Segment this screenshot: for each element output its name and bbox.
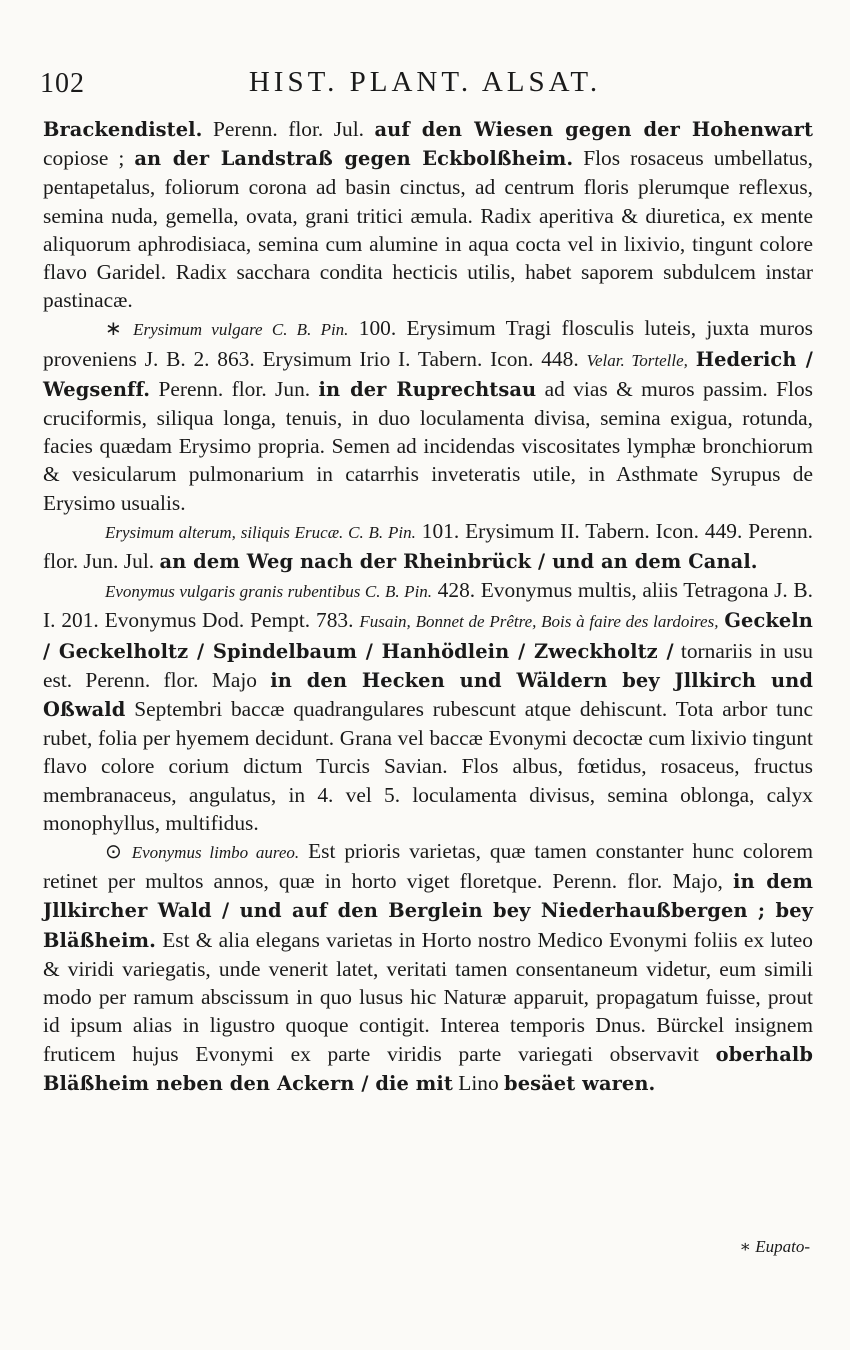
latin-text: 428. Evonymus multis, aliis Tetragona J. B. I. 201. Evonymus Dod. Pempt. 783. (43, 578, 813, 633)
german-text: oberhalb Bläßheim neben den Ackern / die mit (43, 1042, 813, 1095)
latin-text: Lino (452, 1070, 505, 1095)
german-text: an dem Weg nach der Rheinbrück / und an dem Canal. (159, 550, 758, 574)
catchword: ∗ Eupato- (739, 1237, 810, 1256)
latin-text: Flos rosaceus umbellatus, pentapetalus, foliorum corona ad basin cinctus, ad centrum floris plerumque reflexus, semina nuda, gemella, ovata, grani tritici æmula. Radix aperitiva & diuretica, ex mente aliquorum aphrodisiaca, semina cum alumine in aqua cocta vel in lixivio, tingunt colore flavo Garidel. Radix sacchara condita hecticis utilis, habet saporem subdulcem instar pastinacæ. (43, 146, 814, 313)
text-body (43, 115, 813, 1098)
latin-text: copiose ; (43, 146, 135, 171)
latin-text: 101. Erysimum II. Tabern. Icon. 449. Perenn. flor. Jun. Jul. (43, 518, 813, 574)
german-text: auf den Wiesen gegen der Hohenwart (374, 118, 814, 141)
latin-text: Perenn. flor. Jun. (150, 376, 319, 401)
entry-evonymus-limbo-aureo (43, 837, 813, 1098)
latin-text: Est & alia elegans varietas in Horto nostro Medico Evonymi foliis ex luteo & viridi variegatis, unde venerit latet, veritati tamen consentaneum videtur, eum simili modo per ramum abscissum in quo lusus hic Naturæ apparuit, propagatum fuisse, prout id ipsum alias in ligustro quoque contigit. Interea temporis Dnus. Bürckel insignem fruticem hujus Evonymi ex parte viridis parte variegati observavit (43, 927, 813, 1066)
italic-text: Evonymus vulgaris granis rubentibus C. B. Pin. (105, 582, 433, 602)
entry-erysimum-alterum (43, 517, 813, 576)
german-text: in den Hecken und Wäldern bey Jllkirch und Oßwald (43, 668, 813, 722)
italic-text: Erysimum alterum, siliquis Erucæ. C. B. Pin. (105, 522, 416, 542)
latin-text (688, 347, 696, 371)
page-number: 102 (40, 68, 85, 99)
german-text: Hederich / Wegsenff. (43, 347, 813, 401)
latin-text: ad vias & muros passim. Flos cruciformis, siliqua longa, tenuis, in duo loculamenta divisa, semina exigua, rotunda, facies quædam Erysimo propria. Semen ad incidendas viscositates lymphæ bronchiorum & vesicularum pulmonarium in catarrhis inveteratis utile, in Asthmate Syrupus de Erysimo usualis. (43, 376, 813, 515)
symbol-mark: ∗ (105, 316, 134, 341)
italic-text: Velar. Tortelle, (586, 350, 688, 370)
running-title: HIST. PLANT. ALSAT. (248, 66, 602, 98)
latin-text: tornariis in usu est. Perenn. flor. Majo (43, 638, 813, 692)
symbol-mark: ⊙ (105, 839, 132, 864)
italic-text: Fusain, Bonnet de Prêtre, Bois à faire des lardoires, (359, 612, 719, 632)
latin-text: Perenn. flor. Jul. (202, 117, 375, 141)
german-text: in der Ruprechtsau (318, 377, 537, 401)
italic-text: Evonymus limbo aureo. (131, 843, 300, 863)
latin-text: 100. Erysimum Tragi flosculis luteis, juxta muros proveniens J. B. 2. 863. Erysimum Irio I. Tabern. Icon. 448. (43, 316, 813, 371)
german-text: besäet waren. (504, 1071, 656, 1095)
entry-brackendistel (43, 115, 813, 314)
entry-evonymus-vulgaris (43, 576, 813, 837)
entry-erysimum-vulgare (43, 314, 813, 516)
latin-text: Septembri baccæ quadrangulares rubescunt atque dehiscunt. Tota arbor tunc rubet, folia per hyemem decidunt. Grana vel baccæ Evonymi decoctæ cum lixivio tingunt flavo colore corium dictum Turcis Savian. Flos albus, fœtidus, rosaceus, fructus membranaceus, angulatus, in 4. vel 5. loculamenta divisus, semina oblonga, calyx monophyllus, multifidus. (43, 697, 813, 835)
latin-text: Est prioris varietas, quæ tamen constanter hunc colorem retinet per multos annos, quæ in horto viget floretque. Perenn. flor. Majo, (43, 839, 813, 894)
german-text: Geckeln / Geckelholtz / Spindelbaum / Hanhödlein / Zweckholtz / (43, 609, 813, 663)
page-header (40, 62, 810, 102)
german-text: an der Landstraß gegen Eckbolßheim. (134, 147, 574, 171)
italic-text: Erysimum vulgare C. B. Pin. (133, 320, 349, 340)
german-text: in dem Jllkircher Wald / und auf den Berglein bey Niederhaußbergen ; bey Bläßheim. (43, 870, 814, 952)
german-text: Brackendistel. (43, 118, 203, 141)
